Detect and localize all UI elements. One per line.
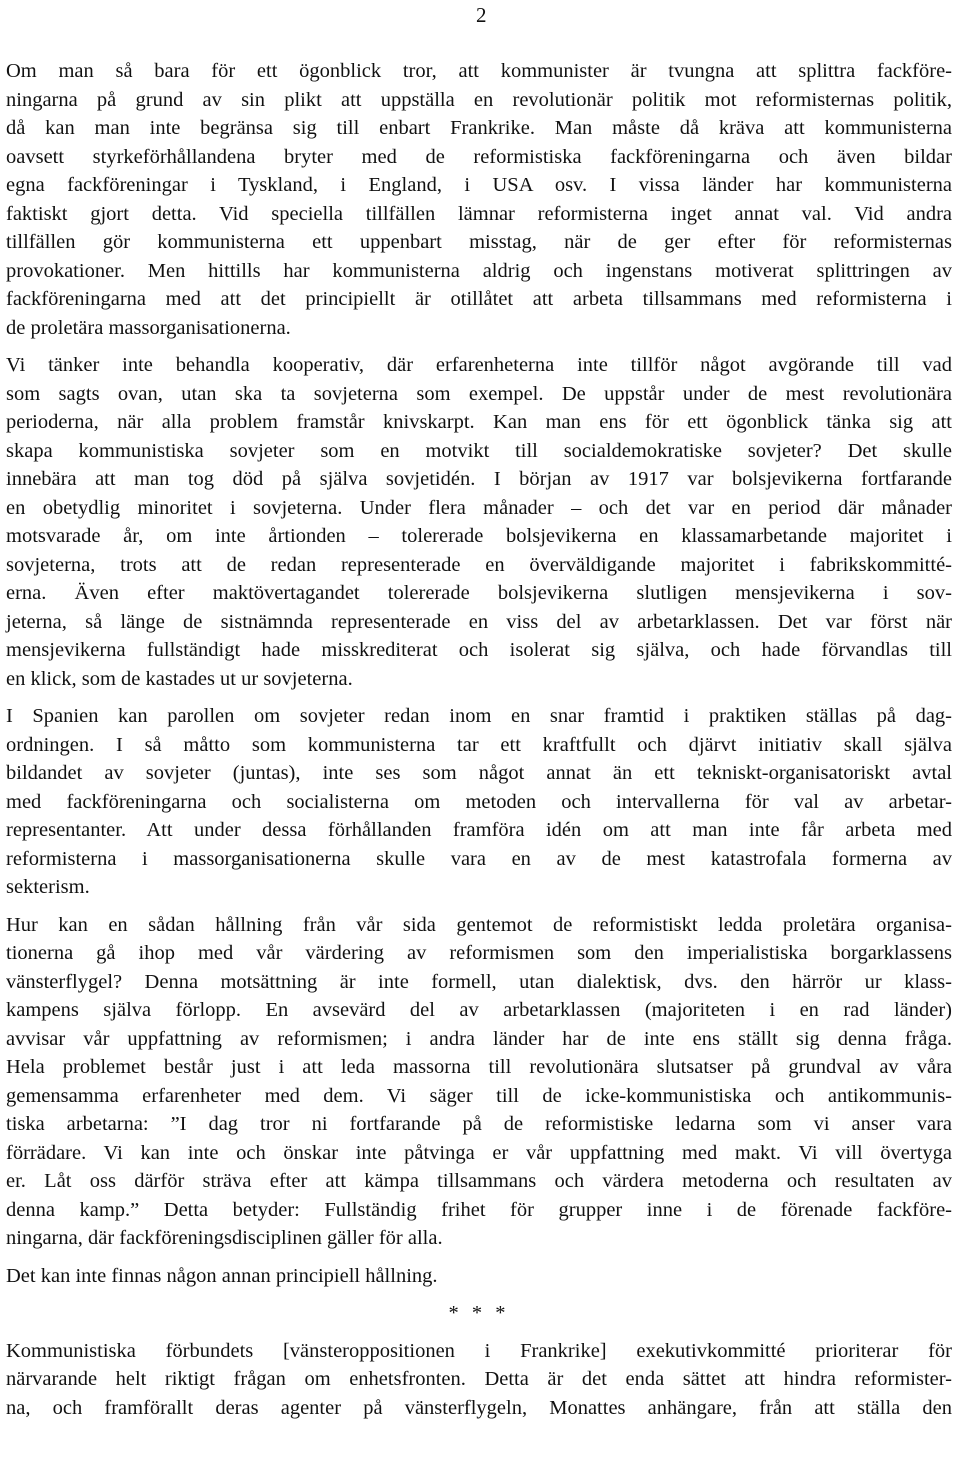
text-line: tionerna gå ihop med vår värdering av reformismen som den imperialistiska borgarklassens — [6, 942, 952, 964]
text-line: bildandet av sovjeter (juntas), inte ses som något annat än ett tekniskt-organisatoriskt avtal — [6, 762, 952, 784]
text-line: Vi tänker inte behandla kooperativ, där erfarenheterna inte tillför något avgörande till vad — [6, 354, 952, 376]
text-line: sekterism. — [6, 876, 90, 898]
text-line: mensjevikerna fullständigt hade misskrediterat och isolerat sig själva, och hade förvandlas till — [6, 639, 952, 661]
text-line: denna kamp.” Detta betyder: Fullständig frihet för grupper inne i de förenade fackföre- — [6, 1198, 952, 1221]
text-line: avvisar vår uppfattning av reformismen; i andra länder har de inte ens ställt sig denna fråga. — [6, 1027, 952, 1050]
text-line: representanter. Att under dessa förhållanden framföra idén om att man inte får arbeta med — [6, 819, 952, 841]
text-line: Hela problemet består just i att leda massorna till revolutionära slutsatser på grundval av våra — [6, 1056, 952, 1078]
text-line: Om man så bara för ett ögonblick tror, att kommunister är tvungna att splittra fackföre- — [6, 60, 952, 82]
text-line: en obetydlig minoritet i sovjeterna. Under flera månader – och det var en period där månader — [6, 496, 952, 519]
text-line: motsvarade år, om inte årtionden – tolererade bolsjevikerna en klassamarbetande majoritet i — [6, 525, 952, 547]
text-line: oavsett styrkeförhållandena bryter med de reformistiska fackföreningarna och även bildar — [6, 145, 952, 168]
text-line: Det kan inte finnas någon annan principiell hållning. — [6, 1264, 438, 1287]
text-line: sovjeterna, trots att de redan representerade en överväldigande majoritet i fabrikskommitté- — [6, 553, 952, 576]
text-line: med fackföreningarna och socialisterna om metoden och intervallerna för val av arbetar- — [6, 790, 952, 813]
text-line: innebära att man tog död på själva sovjetidén. I början av 1917 var bolsjevikerna fortfarande — [6, 468, 952, 490]
paragraph — [6, 1337, 952, 1423]
text-line: perioderna, när alla problem framstår knivskarpt. Kan man ens för ett ögonblick tänka sig att — [6, 411, 952, 433]
text-line: fackföreningarna med att det principiellt är otillåtet att arbeta tillsammans med reformisterna i — [6, 288, 952, 310]
paragraph — [6, 57, 952, 342]
text-line: provokationer. Men hittills har kommunisterna aldrig och ingenstans motiverat splittringen av — [6, 259, 952, 282]
text-line: ningarna, där fackföreningsdisciplinen gäller för alla. — [6, 1227, 443, 1249]
text-line: närvarande helt riktigt frågan om enhetsfronten. Detta är det enda sättet att hindra reformister- — [6, 1368, 952, 1390]
text-line: jeterna, så länge de sistnämnda representerade en viss del av arbetarklassen. Det var först när — [6, 610, 952, 633]
section-separator: * * * — [448, 1302, 510, 1324]
paragraph — [6, 1262, 952, 1291]
text-line: då kan man inte begränsa sig till enbart Frankrike. Man måste då kräva att kommunisterna — [6, 117, 952, 139]
text-line: tiska arbetarna: ”I dag tror ni fortfarande på de reformistiske ledarna som vi anser vara — [6, 1113, 952, 1135]
paragraph — [6, 702, 952, 902]
text-line: na, och framförallt deras agenter på vänsterflygeln, Monattes anhängare, från att ställa den — [6, 1396, 952, 1419]
text-line: Kommunistiska förbundets [vänsteroppositionen i Frankrike] exekutivkommitté prioriterar för — [6, 1339, 952, 1362]
text-line: egna fackföreningar i Tyskland, i England, i USA osv. I vissa länder har kommunisterna — [6, 174, 952, 196]
document-body — [6, 57, 952, 1431]
text-line: vänsterflygel? Denna motsättning är inte formell, utan dialektisk, dvs. den härrör ur klass- — [6, 970, 952, 993]
text-line: reformisterna i massorganisationerna skulle vara en av de mest katastrofala formerna av — [6, 847, 952, 870]
text-line: erna. Även efter maktövertagandet tolererade bolsjevikerna slutligen mensjevikerna i sov- — [6, 582, 952, 604]
text-line: som sagts ovan, utan ska ta sovjeterna som exempel. De uppstår under de mest revolutionära — [6, 382, 952, 405]
text-line: I Spanien kan parollen om sovjeter redan inom en snar framtid i praktiken ställas på dag- — [6, 705, 952, 727]
text-line: Hur kan en sådan hållning från vår sida gentemot de reformistiskt ledda proletära organisa- — [6, 913, 952, 936]
text-line: ningarna på grund av sin plikt att uppställa en revolutionär politik mot reformisternas politik, — [6, 88, 952, 111]
paragraph — [6, 911, 952, 1253]
paragraph — [6, 351, 952, 693]
text-line: gemensamma erfarenheter med dem. Vi säger till de icke-kommunistiska och antikommunis- — [6, 1084, 952, 1107]
text-line: kampens själva förlopp. En avsevärd del av arbetarklassen (majoriteten i en rad länder) — [6, 999, 952, 1021]
text-line: faktiskt gjort detta. Vid speciella tillfällen lämnar reformisterna inget annat val. Vid andra — [6, 202, 952, 225]
text-line: de proletära massorganisationerna. — [6, 316, 291, 339]
text-line: en klick, som de kastades ut ur sovjeterna. — [6, 667, 353, 690]
text-line: tillfällen gör kommunisterna ett uppenbart misstag, när de ger efter för reformisternas — [6, 231, 952, 253]
text-line: er. Låt oss därför sträva efter att kämpa tillsammans och värdera metoderna och resultaten av — [6, 1170, 952, 1192]
text-line: förrädare. Vi kan inte och önskar inte påtvinga er vår uppfattning med makt. Vi vill övertyga — [6, 1141, 952, 1164]
text-line: skapa kommunistiska sovjeter som en motvikt till socialdemokratiske sovjeter? Det skulle — [6, 439, 952, 462]
page-number: 2 — [476, 3, 487, 27]
text-line: ordningen. I så måtto som kommunisterna tar ett kraftfullt och djärvt initiativ skall själva — [6, 733, 952, 756]
